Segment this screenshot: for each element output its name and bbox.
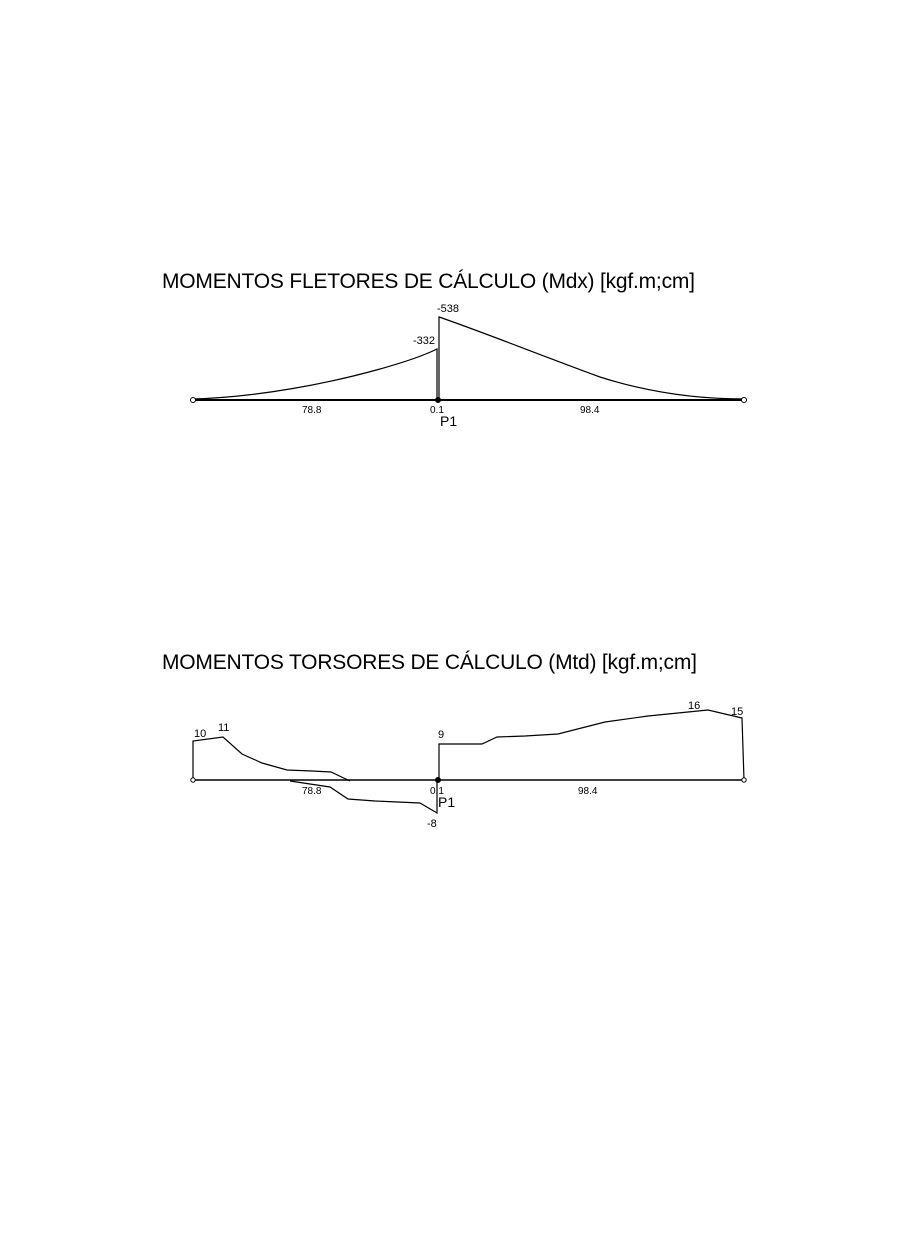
support-label: P1 bbox=[438, 794, 456, 810]
right-end-node bbox=[742, 778, 746, 782]
support-node bbox=[436, 778, 441, 783]
span-label: 98.4 bbox=[578, 786, 598, 797]
right-end-node bbox=[742, 398, 747, 403]
value-label: 16 bbox=[688, 700, 701, 712]
value-label: 11 bbox=[218, 722, 230, 734]
span-label: 98.4 bbox=[580, 405, 600, 416]
support-node bbox=[436, 398, 441, 403]
span-label: 78.8 bbox=[302, 786, 322, 797]
span-label: 0.1 bbox=[430, 405, 444, 416]
left-end-node bbox=[191, 778, 195, 782]
value-label: 10 bbox=[194, 728, 207, 740]
value-label: -332 bbox=[413, 335, 436, 347]
bending-moment-title: MOMENTOS FLETORES DE CÁLCULO (Mdx) [kgf.m;cm] bbox=[162, 270, 695, 293]
bending-moment-diagram bbox=[0, 295, 900, 445]
moment-curve-right bbox=[439, 317, 744, 400]
span-label: 0.1 bbox=[430, 786, 444, 797]
torsion-curve-right bbox=[439, 710, 744, 780]
torsion-moment-title: MOMENTOS TORSORES DE CÁLCULO (Mtd) [kgf.m;cm] bbox=[162, 651, 697, 674]
value-label: 15 bbox=[731, 706, 744, 718]
span-label: 78.8 bbox=[302, 405, 322, 416]
support-label: P1 bbox=[440, 413, 458, 429]
value-label: -538 bbox=[437, 303, 460, 315]
torsion-moment-diagram bbox=[0, 690, 900, 840]
moment-curve-left bbox=[193, 349, 437, 400]
value-label: 9 bbox=[438, 729, 445, 741]
value-label: -8 bbox=[427, 818, 437, 830]
left-end-node bbox=[191, 398, 196, 403]
torsion-curve-left-positive bbox=[193, 737, 350, 781]
